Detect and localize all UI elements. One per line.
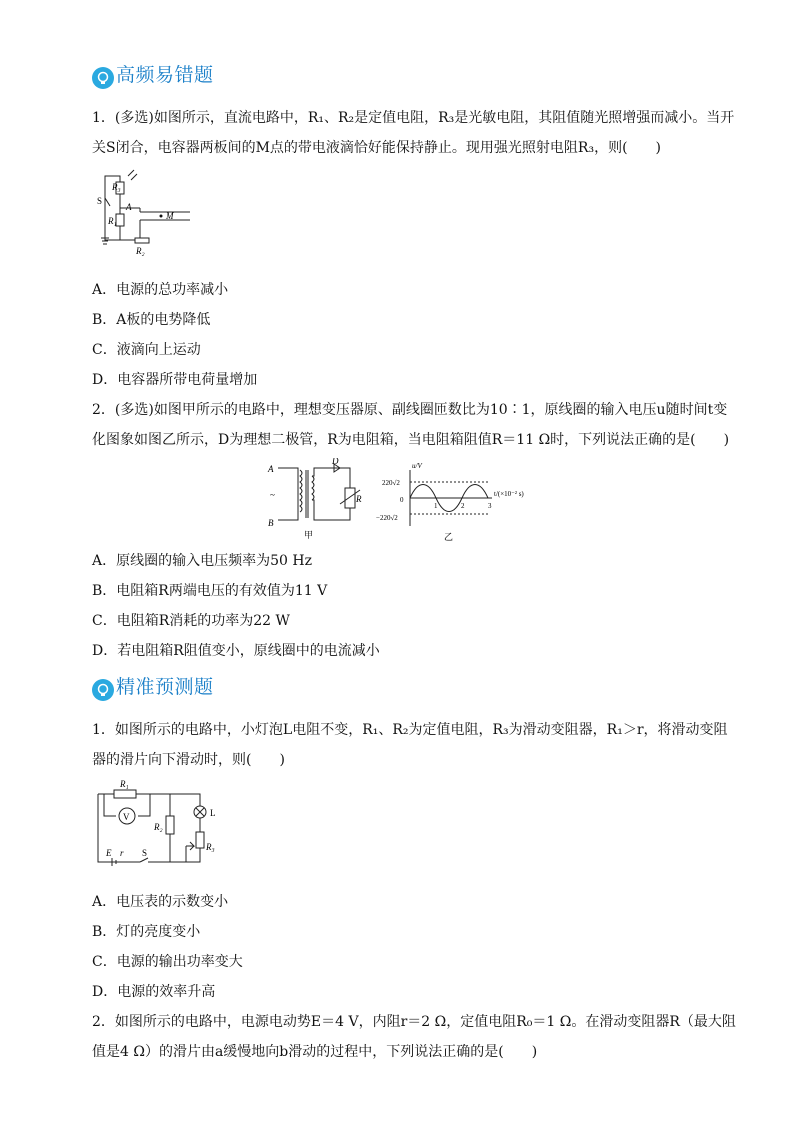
svg-text:A: A <box>126 202 132 212</box>
svg-text:t/(×10⁻² s): t/(×10⁻² s) <box>494 490 524 498</box>
svg-text:S: S <box>142 848 148 858</box>
svg-text:1: 1 <box>434 502 438 510</box>
svg-text:D: D <box>332 458 339 466</box>
svg-text:V: V <box>123 812 130 822</box>
svg-text:3: 3 <box>488 502 492 510</box>
svg-text:R₁: R₁ <box>108 216 117 226</box>
section-header-high-frequency <box>92 58 214 88</box>
svg-text:S: S <box>97 196 103 206</box>
question-text: 关S闭合，电容器两板间的M点的带电液滴恰好能保持静止。现用强光照射电阻R₃，则( ) <box>92 140 662 156</box>
section-title: 高频易错题 <box>116 63 214 86</box>
circuit-figure-s2q1 <box>90 778 230 870</box>
circuit-figure-q1 <box>95 168 215 258</box>
option-a[interactable]: A．电压表的示数变小 <box>92 894 229 910</box>
lightbulb-icon <box>92 67 114 89</box>
section-header-precise-prediction <box>92 670 214 700</box>
svg-text:u/V: u/V <box>412 462 422 470</box>
svg-text:R₃: R₃ <box>112 182 121 192</box>
svg-text:M: M <box>166 211 174 221</box>
svg-text:R: R <box>356 494 362 504</box>
svg-text:乙: 乙 <box>444 532 454 542</box>
option-c[interactable]: C．电阻箱R消耗的功率为22 W <box>92 613 290 629</box>
svg-text:L: L <box>210 808 216 818</box>
svg-text:−220√2: −220√2 <box>376 514 398 522</box>
option-b[interactable]: B．电阻箱R两端电压的有效值为11 V <box>92 583 328 599</box>
question-text: 2．(多选)如图甲所示的电路中，理想变压器原、副线圈匝数比为10∶1，原线圈的输入电压u随时间t变 <box>92 402 728 418</box>
svg-text:甲: 甲 <box>304 530 314 540</box>
lightbulb-icon <box>92 679 114 701</box>
question-text: 2．如图所示的电路中，电源电动势E＝4 V，内阻r＝2 Ω，定值电阻R₀＝1 Ω。在滑动变阻器R（最大阻 <box>92 1014 736 1030</box>
svg-text:R₁: R₁ <box>120 779 129 789</box>
question-text: 1．如图所示的电路中，小灯泡L电阻不变，R₁、R₂为定值电阻，R₃为滑动变阻器，R₁＞r，将滑动变阻 <box>92 722 728 738</box>
svg-text:R₂: R₂ <box>136 246 145 256</box>
option-a[interactable]: A．原线圈的输入电压频率为50 Hz <box>92 553 312 569</box>
question-text: 器的滑片向下滑动时，则( ) <box>92 752 285 768</box>
svg-text:~: ~ <box>270 490 275 500</box>
svg-text:r: r <box>120 848 124 858</box>
svg-text:0: 0 <box>400 496 404 504</box>
option-c[interactable]: C．电源的输出功率变大 <box>92 954 243 970</box>
svg-text:R₂: R₂ <box>154 822 163 832</box>
svg-text:2: 2 <box>461 502 465 510</box>
svg-text:E: E <box>106 848 112 858</box>
option-b[interactable]: B．A板的电势降低 <box>92 312 211 328</box>
option-c[interactable]: C．液滴向上运动 <box>92 342 201 358</box>
question-text: 化图象如图乙所示，D为理想二极管，R为电阻箱，当电阻箱阻值R＝11 Ω时，下列说法正确的是( ) <box>92 432 730 448</box>
option-d[interactable]: D．电容器所带电荷量增加 <box>92 372 258 388</box>
option-a[interactable]: A．电源的总功率减小 <box>92 282 229 298</box>
svg-text:R₃: R₃ <box>206 842 215 852</box>
section-title: 精准预测题 <box>116 675 214 698</box>
option-d[interactable]: D．若电阻箱R阻值变小，原线圈中的电流减小 <box>92 643 380 659</box>
svg-text:A: A <box>268 464 274 474</box>
svg-text:B: B <box>268 518 274 528</box>
svg-text:220√2: 220√2 <box>382 479 400 487</box>
question-text: 值是4 Ω）的滑片由a缓慢地向b滑动的过程中，下列说法正确的是( ) <box>92 1044 538 1060</box>
question-text: 1．(多选)如图所示，直流电路中，R₁、R₂是定值电阻，R₃是光敏电阻，其阻值随光照增强而减小。当开 <box>92 110 735 126</box>
option-d[interactable]: D．电源的效率升高 <box>92 984 216 1000</box>
droplet-marker <box>160 215 163 218</box>
option-b[interactable]: B．灯的亮度变小 <box>92 924 201 940</box>
transformer-and-waveform-figure <box>260 458 540 542</box>
